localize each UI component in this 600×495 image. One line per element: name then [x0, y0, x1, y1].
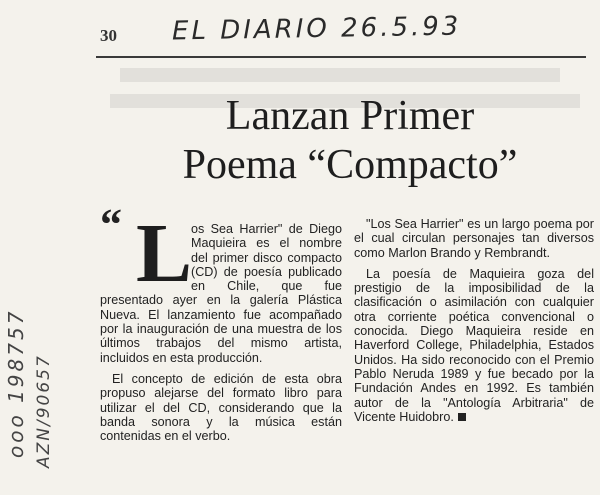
handwritten-archive-code: AZN/90657	[34, 354, 54, 468]
header-rule	[96, 56, 586, 58]
handwritten-source-date: EL DIARIO 26.5.93	[171, 11, 462, 47]
page-number: 30	[100, 26, 117, 45]
headline	[100, 92, 600, 190]
headline-line-1: Lanzan Primer	[225, 93, 475, 139]
paragraph-text: La poesía de Maquieira goza del prestigio de la imposibilidad de la clasificación o asimilación con cualquier otra corriente poética convencional o conocida. Diego Maquieira reside en Haverford College, Philadelphia, Estados Unidos. Ha sido reconocido con el Premio Pablo Neruda 1989 y fue becado por la Fundación Andes en 1992. Es también autor de la "Antología Arbitraria" de Vicente Huidobro.	[354, 266, 594, 424]
headline-line-2: Poema “Compacto”	[182, 142, 518, 188]
end-mark-icon	[458, 413, 466, 421]
paragraph: El concepto de edición de esta obra propuso alejarse del formato libro para utilizar el del CD, considerando que la banda sonora y la música están contenidas en el verbo.	[100, 371, 342, 444]
paragraph: os Sea Harrier" de Diego Maquieira es el nombre del primer disco compacto (CD) de poesía publicado en Chile, que fue presentado ayer en la galería Plástica Nueva. El lanzamiento fue acompañado por la inauguración de una muestra de los últimos trabajos del mismo artista, incluidos en esta producción.	[100, 222, 342, 365]
handwritten-archive-number: ooo 198757	[4, 308, 28, 458]
article-column-right	[354, 217, 594, 431]
opening-quote-mark: “	[100, 200, 122, 249]
paragraph-final	[354, 267, 594, 424]
dropcap-block	[100, 200, 193, 300]
dropcap-letter: L	[136, 207, 193, 300]
paragraph: "Los Sea Harrier" es un largo poema por el cual circulan personajes tan diversos como Marlon Brando y Rembrandt.	[354, 217, 594, 260]
article-column-left	[100, 200, 342, 450]
